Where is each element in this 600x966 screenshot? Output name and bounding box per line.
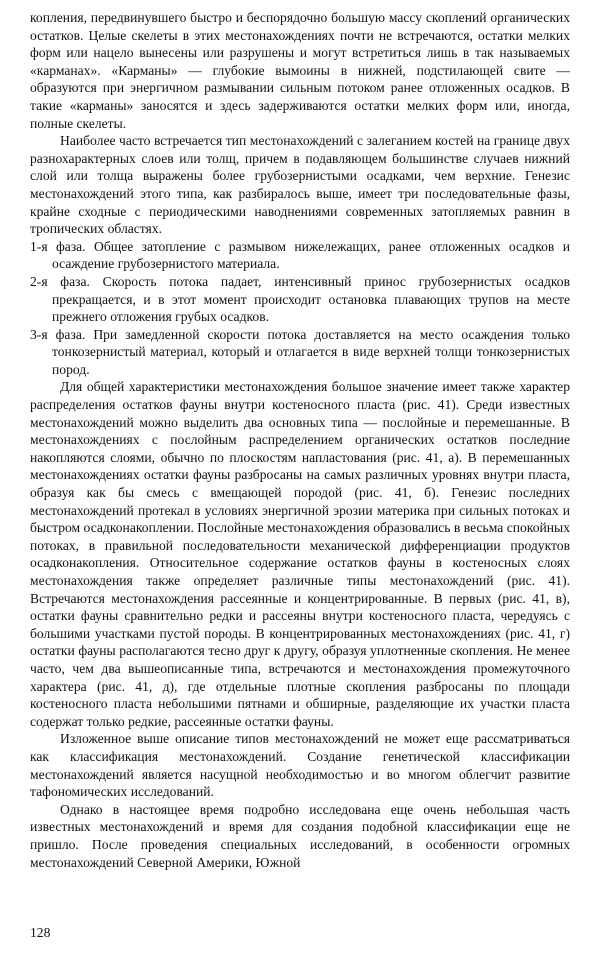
paragraph-continuation: копления, передвинувшего быстро и беспорядочно большую массу скоплений органических остатков. Целые скелеты в этих местонахождениях почти не встречаются, остатки мелких форм или нацело вынесены или разрушены и могут встретиться лишь в так называемых «карманах». «Карманы» — глубокие вымоины в нижней, подстилающей свите — образуются при энергичном размывании сильным потоком ранее отложенных осадков. В такие «карманы» заносятся и здесь задерживаются остатки мелких форм или, иногда, полные скелеты. [30, 10, 570, 131]
paragraph-boundary-type: Наиболее часто встречается тип местонахождений с залеганием костей на границе двух разнохарактерных слоев или толщ, причем в подавляющем большинстве случаев нижний слой или толща выражены более грубозернистыми осадками, чем верхние. Генезис местонахождений этого типа, как разбиралось выше, имеет три последовательные фазы, крайне сходные с периодическими наводнениями современных затопляемых равнин в тропических областях. [30, 133, 570, 237]
body-text [30, 9, 570, 871]
paragraph-fauna-distribution: Для общей характеристики местонахождения большое значение имеет также характер распределения остатков фауны внутри костеносного пласта (рис. 41). Среди известных местонахождений можно выделить два основных типа — послойные и перемешанные. В местонахождениях с послойным распределением органических остатков последние накопляются слоями, обычно по плоскостям напластования (рис. 41, а). В перемешанных местонахождениях остатки фауны разбросаны на самых различных уровнях внутри пласта, образуя как бы смесь с вмещающей породой (рис. 41, б). Генезис последних местонахождений протекал в условиях энергичной эрозии материка при сильных потоках и быстром осадконакоплении. Послойные местонахождения образовались в весьма спокойных потоках, в правильной последовательности механической дифференциации продуктов осадконакопления. Относительное содержание остатков фауны в костеносных слоях местонахождения также определяет различные типы местонахождений (рис. 41). Встречаются местонахождения рассеянные и концентрированные. В первых (рис. 41, в), остатки фауны сравнительно редки и рассеяны внутри костеносного пласта, чередуясь с большими участками пустой породы. В концентрированных местонахождениях (рис. 41, г) остатки фауны располагаются тесно друг к другу, образуя уплотненные скопления. Не менее часто, чем два вышеописанные типа, встречаются и местонахождения промежуточного характера (рис. 41, д), где отдельные плотные скопления разбросаны по площади костеносного пласта небольшими пятнами и обширные, разделяющие их участки пласта содержат только редкие, рассеянные остатки фауны. [30, 379, 570, 729]
phase-1-item: 1-я фаза. Общее затопление с размывом нижележащих, ранее отложенных осадков и осаждение грубозернистого материала. [30, 238, 570, 272]
page-number: 128 [30, 925, 51, 940]
phase-2-item: 2-я фаза. Скорость потока падает, интенсивный принос грубозернистых осадков прекращается, и в этот момент происходит остановка плавающих трупов на месте прежнего отложения грубых осадков. [30, 273, 570, 325]
paragraph-conclusion: Однако в настоящее время подробно исследована еще очень небольшая часть известных местонахождений и время для создания подобной классификации еще не пришло. После проведения специальных исследований, в особенности огромных местонахождений Северной Америки, Южной [30, 801, 570, 870]
phase-3-item: 3-я фаза. При замедленной скорости потока доставляется на место осаждения только тонкозернистый материал, который и отлагается в виде верхней толщи тонкозернистых пород. [30, 326, 570, 377]
paragraph-classification: Изложенное выше описание типов местонахождений не может еще рассматриваться как классификация местонахождений. Создание генетической классификации местонахождений является насущной необходимостью и во многом облегчит развитие тафономических исследований. [30, 731, 570, 800]
